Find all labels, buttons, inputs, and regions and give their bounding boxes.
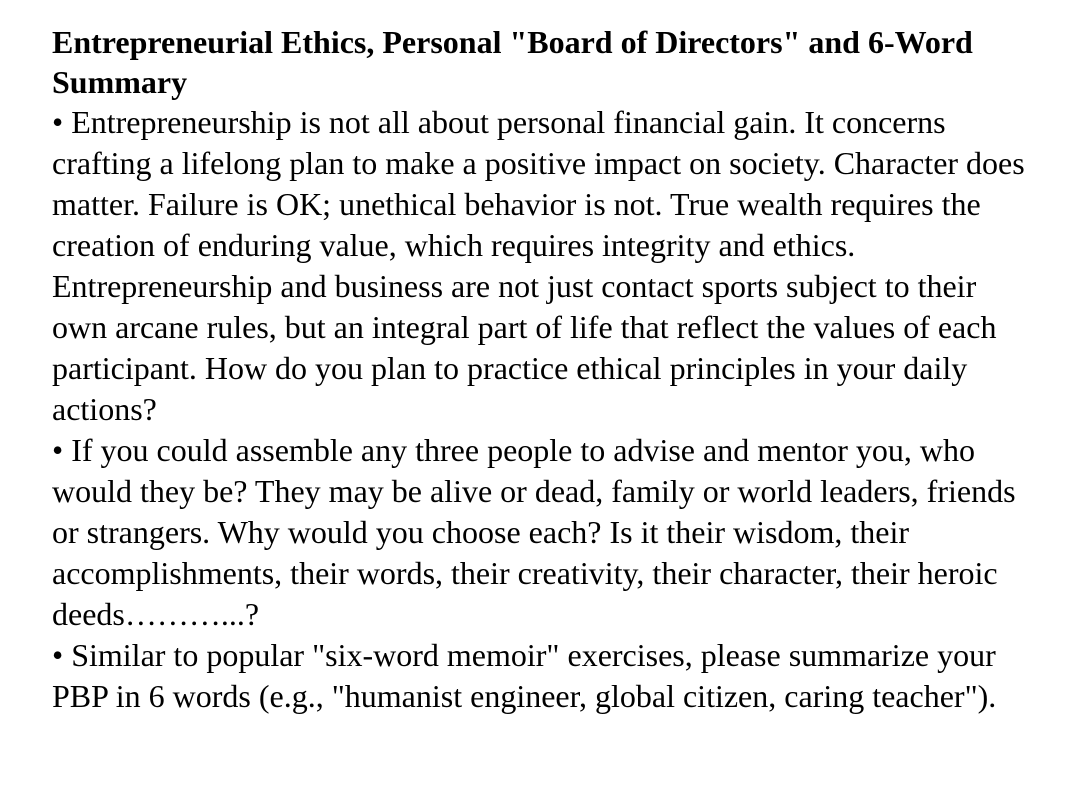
bullet-item-board-of-directors [52, 430, 1027, 635]
bullet-text: Similar to popular "six-word memoir" exercises, please summarize your PBP in 6 words (e.g., "humanist engineer, global citizen, caring teacher"). [52, 637, 997, 714]
bullet-icon: • [52, 637, 64, 673]
document-title: Entrepreneurial Ethics, Personal "Board of Directors" and 6-Word Summary [52, 24, 973, 100]
bullet-icon: • [52, 104, 64, 140]
document-page [52, 22, 1027, 717]
bullet-text: If you could assemble any three people to advise and mentor you, who would they be? They may be alive or dead, family or world leaders, friends or strangers. Why would you choose each? Is it their wisdom, their accomplishments, their words, their creativity, their character, their heroic deeds………...? [52, 432, 1016, 632]
bullet-item-ethics [52, 102, 1027, 430]
bullet-icon: • [52, 432, 64, 468]
bullet-text: Entrepreneurship is not all about personal financial gain. It concerns crafting a lifelong plan to make a positive impact on society. Character does matter. Failure is OK; unethical behavior is not. True wealth requires the creation of enduring value, which requires integrity and ethics. Entrepreneurship and business are not just contact sports subject to their own arcane rules, but an integral part of life that reflect the values of each participant. How do you plan to practice ethical principles in your daily actions? [52, 104, 1025, 427]
bullet-item-six-word-summary [52, 635, 1027, 717]
